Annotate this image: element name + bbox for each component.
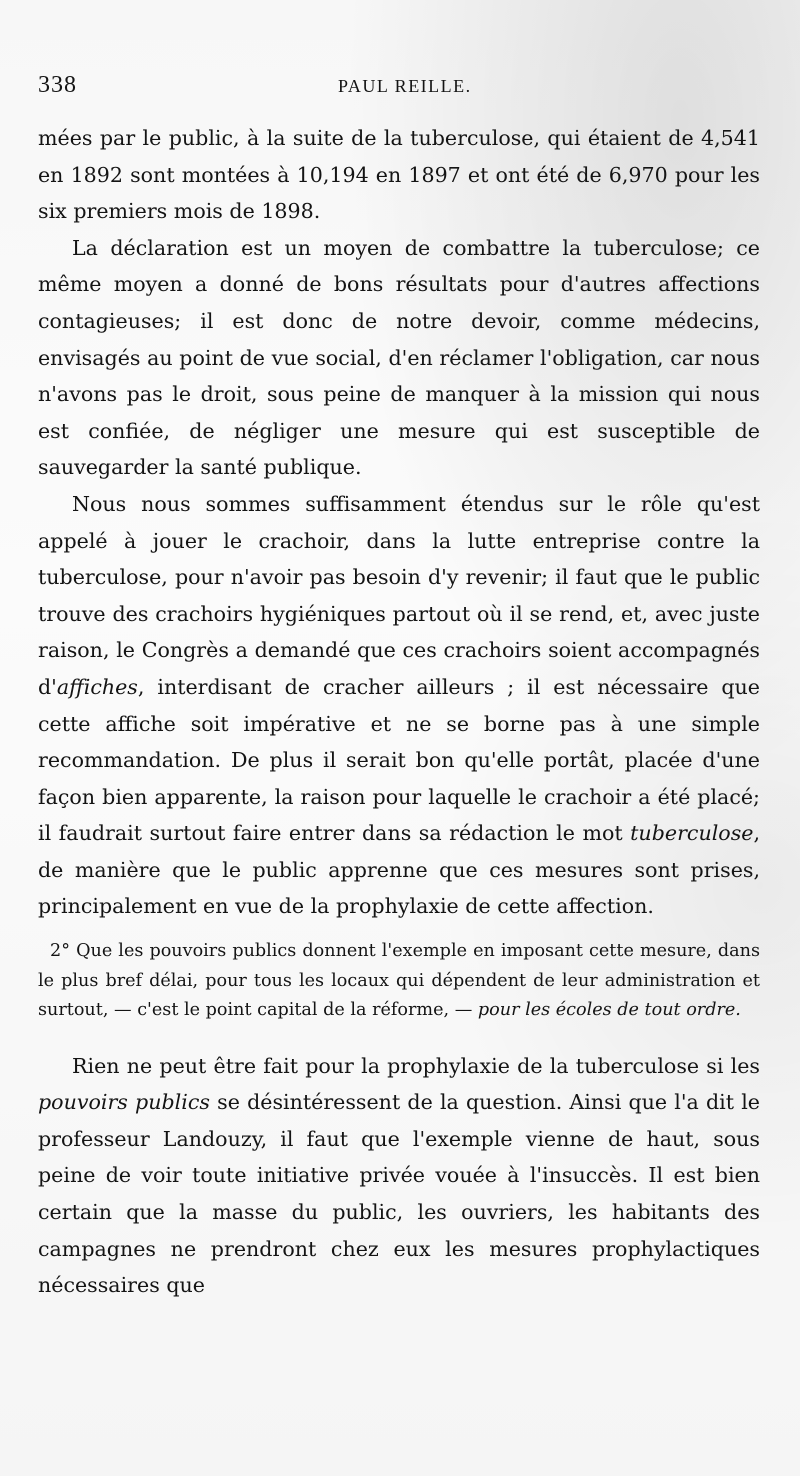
italic-text: affiches	[56, 674, 138, 699]
paragraph-crachoirs	[38, 486, 760, 925]
paragraph-declaration: La déclaration est un moyen de combattre la tuberculose; ce même moyen a donné de bons résultats pour d'autres affections contagieuses; il est donc de notre devoir, comme médecins, envisagés au point de vue social, d'en réclamer l'obligation, car nous n'avons pas le droit, sous peine de manquer à la mission qui nous est confiée, de négliger une mesure qui est susceptible de sauvegarder la santé publique.	[38, 235, 760, 480]
italic-text: pouvoirs publics	[38, 1090, 210, 1115]
text-run: 2° Que les pouvoirs publics donnent l'exemple en imposant cette mesure, dans le plus bref délai, pour tous les locaux qui dépendent de leur administration et surtout, — c'est le point capital de la réforme, —	[38, 941, 760, 1021]
paragraph-continuation: mées par le public, à la suite de la tuberculose, qui étaient de 4,541 en 1892 sont montées à 10,194 en 1897 et ont été de 6,970 pour les six premiers mois de 1898.	[38, 126, 760, 224]
text-run: se désintéressent de la question. Ainsi que l'a dit le professeur Landouzy, il faut que l'exemple vienne de haut, sous peine de voir toute initiative privée vouée à l'insuccès. Il est bien certain que la masse du public, les ouvriers, les habitants des campagnes ne prendront chez eux les mesures prophylactiques nécessaires que	[38, 1090, 760, 1298]
paragraph-pouvoirs-publics	[38, 1048, 760, 1304]
page-number: 338	[38, 72, 77, 98]
resolution-item-2	[38, 937, 760, 1026]
text-run: , de manière que le public apprenne que ces mesures sont prises, principalement en vue de la prophylaxie de cette affection.	[38, 821, 760, 919]
page-header	[38, 72, 760, 106]
italic-text: tuberculose	[630, 821, 754, 846]
text-run: Rien ne peut être fait pour la prophylaxie de la tuberculose si les	[72, 1053, 760, 1078]
body-text	[38, 120, 760, 1304]
italic-text: pour les écoles de tout ordre.	[477, 1000, 741, 1021]
text-run: Nous nous sommes suffisamment étendus sur le rôle qu'est appelé à jouer le crachoir, dans la lutte entreprise contre la tuberculose, pour n'avoir pas besoin d'y revenir; il faut que le public trouve des crachoirs hygiéniques partout où il se rend, et, avec juste raison, le Congrès a demandé que ces crachoirs soient accompagnés d'	[38, 491, 760, 699]
running-head: PAUL REILLE.	[338, 76, 472, 96]
text-run: , interdisant de cracher ailleurs ; il est nécessaire que cette affiche soit impérative et ne se borne pas à une simple recommandation. De plus il serait bon qu'elle portât, placée d'une façon bien apparente, la raison pour laquelle le crachoir a été placé; il faudrait surtout faire entrer dans sa rédaction le mot	[38, 674, 760, 846]
